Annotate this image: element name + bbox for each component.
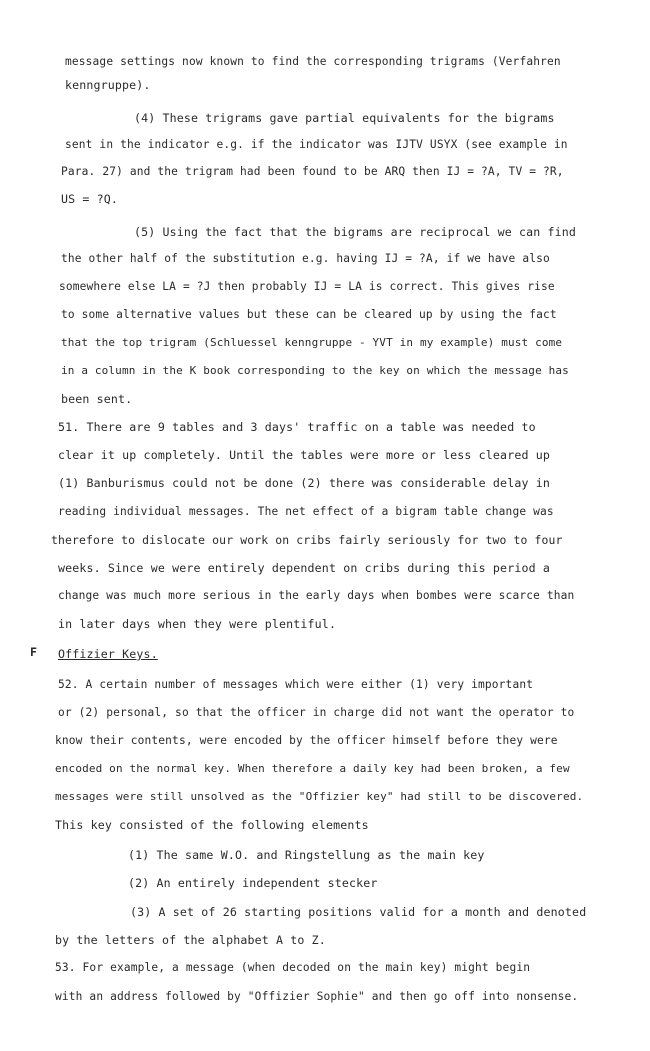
text-line: message settings now known to find the corresponding trigrams (Verfahren [65, 55, 561, 68]
text-line: 52. A certain number of messages which were either (1) very important [58, 678, 534, 691]
text-line: with an address followed by "Offizier Sophie" and then go off into nonsense. [55, 990, 579, 1003]
text-line: or (2) personal, so that the officer in charge did not want the operator to [58, 706, 575, 719]
text-line: (3) A set of 26 starting positions valid for a month and denoted [130, 905, 587, 919]
text-line: somewhere else LA = ?J then probably IJ = LA is correct. This gives rise [59, 280, 555, 293]
text-line: Para. 27) and the trigram had been found to be ARQ then IJ = ?A, TV = ?R, [61, 165, 564, 178]
section-marker: F [30, 645, 38, 659]
text-line: This key consisted of the following elements [55, 818, 369, 832]
text-line: kenngruppe). [65, 78, 151, 92]
text-line: been sent. [61, 392, 133, 406]
text-line: the other half of the substitution e.g. having IJ = ?A, if we have also [61, 252, 550, 265]
section-heading: Offizier Keys. [58, 647, 158, 661]
text-line: reading individual messages. The net effect of a bigram table change was [58, 505, 554, 518]
text-line: in a column in the K book corresponding to the key on which the message has [61, 364, 569, 377]
text-line: clear it up completely. Until the tables were more or less cleared up [58, 448, 550, 462]
text-line: US = ?Q. [61, 192, 119, 206]
text-line: weeks. Since we were entirely dependent on cribs during this period a [58, 561, 550, 575]
text-line: (1) The same W.O. and Ringstellung as the main key [128, 848, 485, 862]
text-line: (1) Banburismus could not be done (2) there was considerable delay in [58, 476, 550, 490]
text-line: (5) Using the fact that the bigrams are reciprocal we can find [134, 225, 577, 239]
text-line: change was much more serious in the early days when bombes were scarce than [58, 589, 575, 602]
text-line: encoded on the normal key. When therefore a daily key had been broken, a few [55, 762, 570, 775]
text-line: in later days when they were plentiful. [58, 617, 337, 631]
text-line: to some alternative values but these can be cleared up by using the fact [61, 308, 557, 321]
text-line: know their contents, were encoded by the officer himself before they were [55, 734, 558, 747]
text-line: (4) These trigrams gave partial equivalents for the bigrams [134, 111, 555, 125]
text-line: sent in the indicator e.g. if the indicator was IJTV USYX (see example in [65, 138, 568, 151]
text-line: therefore to dislocate our work on cribs fairly seriously for two to four [51, 533, 563, 547]
text-line: by the letters of the alphabet A to Z. [55, 933, 326, 947]
text-line: 53. For example, a message (when decoded on the main key) might begin [55, 961, 531, 974]
text-line: messages were still unsolved as the "Offizier key" had still to be discovered. [55, 790, 584, 803]
text-line: 51. There are 9 tables and 3 days' traffic on a table was needed to [58, 420, 536, 434]
text-line: that the top trigram (Schluessel kenngruppe - YVT in my example) must come [61, 336, 563, 349]
text-line: (2) An entirely independent stecker [128, 876, 378, 890]
